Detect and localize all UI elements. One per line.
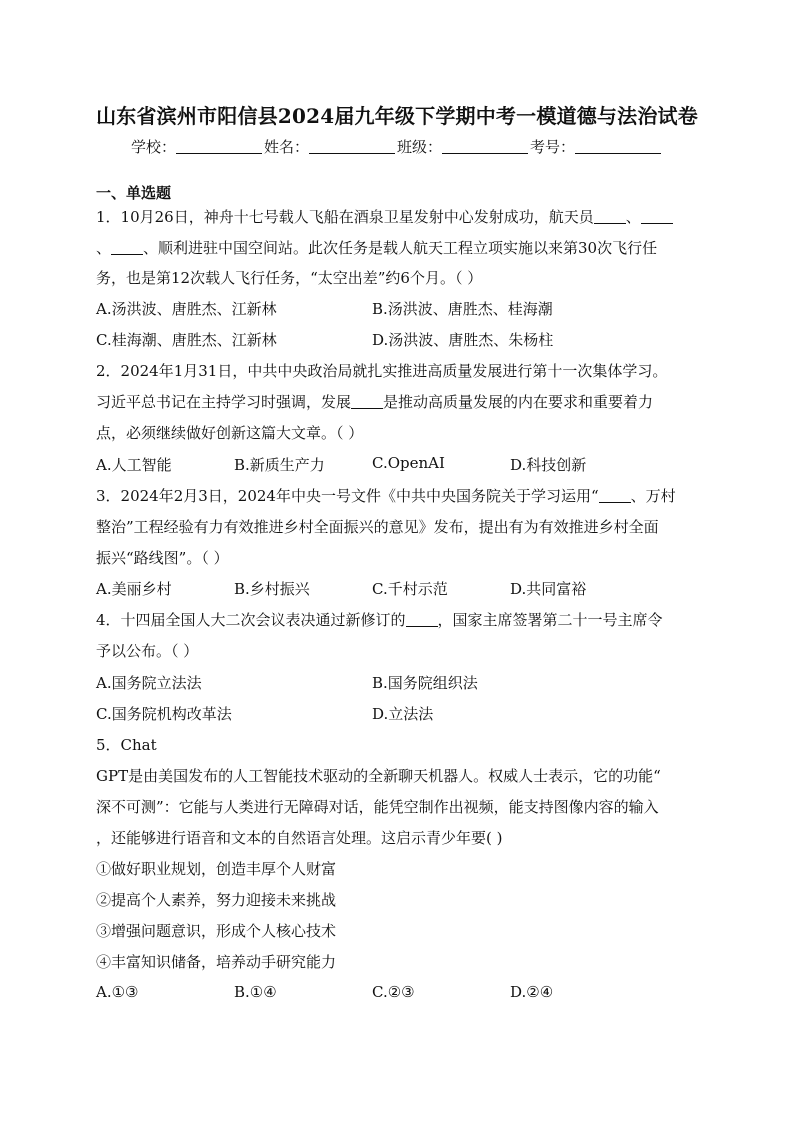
q3-option-a[interactable]: A.美丽乡村: [96, 580, 172, 598]
q3-text-1b: 、万村: [630, 487, 676, 505]
q5-line-2: GPT是由美国发布的人工智能技术驱动的全新聊天机器人。权威人士表示，它的功能“: [96, 767, 661, 785]
q5-option-a[interactable]: A.①③: [96, 983, 139, 1001]
q1-option-d[interactable]: D.汤洪波、唐胜杰、朱杨柱: [372, 331, 554, 349]
student-info-row: [0, 136, 794, 157]
q1-text-1a: 1．10月26日，神舟十七号载人飞船在酒泉卫星发射中心发射成功，航天员: [96, 208, 594, 226]
q3-text-1a: 3．2024年2月3日，2024年中央一号文件《中共中央国务院关于学习运用“: [96, 487, 599, 505]
q4-option-b[interactable]: B.国务院组织法: [372, 674, 478, 692]
q3-line-3: 振兴“路线图”。（ ）: [96, 549, 229, 567]
q3-line-2: 整治”工程经验有力有效推进乡村全面振兴的意见》发布，提出有为有效推进乡村全面: [96, 518, 659, 536]
q3-option-d[interactable]: D.共同富裕: [510, 580, 587, 598]
q3-blank: [599, 488, 631, 503]
class-blank[interactable]: [442, 139, 528, 154]
q2-option-d[interactable]: D.科技创新: [510, 456, 587, 474]
q4-line-1: [96, 609, 663, 630]
q2-text-2a: 习近平总书记在主持学习时强调，发展: [96, 393, 352, 411]
q1-option-b[interactable]: B.汤洪波、唐胜杰、桂海潮: [372, 300, 553, 318]
q4-text-1b: ，国家主席签署第二十一号主席令: [437, 611, 663, 629]
q5-option-d[interactable]: D.②④: [510, 983, 554, 1001]
q1-text-2a: 、: [96, 239, 112, 257]
q1-blank-1: [594, 209, 626, 224]
q2-option-b[interactable]: B.新质生产力: [234, 456, 325, 474]
name-blank[interactable]: [309, 139, 395, 154]
q4-blank: [406, 612, 438, 627]
q2-option-c[interactable]: C.OpenAI: [372, 454, 445, 472]
q5-option-c[interactable]: C.②③: [372, 983, 415, 1001]
school-blank[interactable]: [176, 139, 262, 154]
q4-line-2: 予以公布。（ ）: [96, 642, 199, 660]
q1-blank-3: [111, 240, 143, 255]
q5-option-b[interactable]: B.①④: [234, 983, 277, 1001]
q1-line-3: 务，也是第12次载人飞行任务，“太空出差”约6个月。（ ）: [96, 269, 483, 287]
q4-option-d[interactable]: D.立法法: [372, 705, 434, 723]
q4-option-c[interactable]: C.国务院机构改革法: [96, 705, 232, 723]
q2-option-a[interactable]: A.人工智能: [96, 456, 172, 474]
q5-line-3: 深不可测”：它能与人类进行无障碍对话，能凭空制作出视频，能支持图像内容的输入: [96, 798, 659, 816]
q1-blank-2: [641, 209, 673, 224]
q2-blank: [351, 394, 383, 409]
q1-text-1b: 、: [625, 208, 641, 226]
name-label: 姓名：: [263, 138, 309, 156]
q4-text-1a: 4．十四届全国人大二次会议表决通过新修订的: [96, 611, 406, 629]
class-label: 班级：: [397, 138, 443, 156]
q3-option-b[interactable]: B.乡村振兴: [234, 580, 310, 598]
q2-text-2b: 是推动高质量发展的内在要求和重要着力: [383, 393, 654, 411]
number-label: 考号：: [530, 138, 576, 156]
number-blank[interactable]: [575, 139, 661, 154]
q5-statement-2: ②提高个人素养，努力迎接未来挑战: [96, 891, 337, 909]
q1-line-1: [96, 206, 673, 227]
q2-line-2: [96, 391, 653, 412]
q2-line-3: 点，必须继续做好创新这篇大文章。（ ）: [96, 424, 364, 442]
exam-title: 山东省滨州市阳信县2024届九年级下学期中考一模道德与法治试卷: [96, 104, 698, 128]
q1-text-2b: 、顺利进驻中国空间站。此次任务是载人航天工程立项实施以来第30次飞行任: [143, 239, 658, 257]
q5-statement-4: ④丰富知识储备，培养动手研究能力: [96, 953, 337, 971]
q3-option-c[interactable]: C.千村示范: [372, 580, 448, 598]
q1-option-a[interactable]: A.汤洪波、唐胜杰、江新林: [96, 300, 277, 318]
q5-statement-3: ③增强问题意识，形成个人核心技术: [96, 922, 337, 940]
q3-line-1: [96, 485, 676, 506]
school-label: 学校：: [130, 138, 176, 156]
q5-statement-1: ①做好职业规划，创造丰厚个人财富: [96, 860, 337, 878]
q4-option-a[interactable]: A.国务院立法法: [96, 674, 202, 692]
q1-line-2: [96, 237, 657, 258]
q1-option-c[interactable]: C.桂海潮、唐胜杰、江新林: [96, 331, 277, 349]
section-title: 一、单选题: [96, 184, 172, 202]
q2-line-1: 2．2024年1月31日，中共中央政治局就扎实推进高质量发展进行第十一次集体学习。: [96, 362, 668, 380]
q5-line-4: ，还能够进行语音和文本的自然语言处理。这启示青少年要( ): [96, 829, 503, 847]
q5-line-1: 5．Chat: [96, 736, 157, 754]
